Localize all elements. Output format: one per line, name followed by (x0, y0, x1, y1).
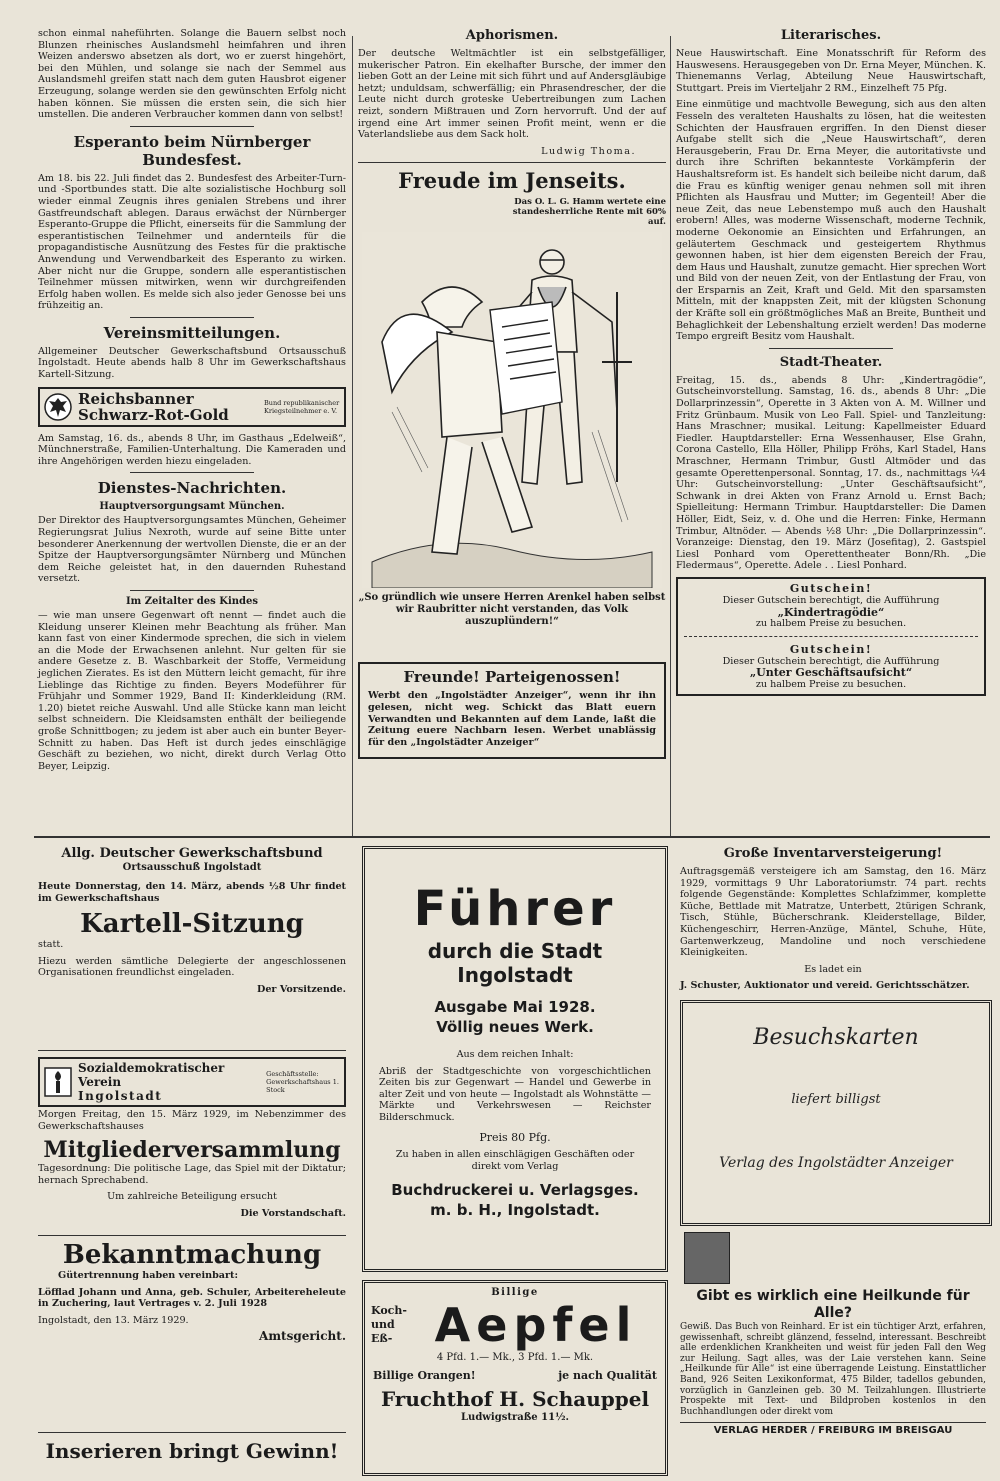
herder-text: Gewiß. Das Buch von Reinhard. Er ist ein tüchtiger Arzt, erfahren, gewissenhaft, schreibt glänzend, fesselnd, interessant. Beschreibt alle erdenklichen Krankheiten und weist für jeden Fall den Weg zur Heilung. Sagt alles, was der Laie verstehen kann. Seine „Heilkunde für Alle“ ist eine überragende Leistung. Einstattlicher Band, 926 Seiten Lexikonformat, 475 Bilder, tadellos gebunden, vorzüglich in Ganzleinen geb. 30 M. Teilzahlungen. Illustrierte Prospekte mit Text- und Bildproben kostenlos in den Buchhandlungen oder direkt vom (680, 1322, 986, 1417)
aepfel-orangen: Billige Orangen! (373, 1368, 476, 1382)
spd-line: Morgen Freitag, den 15. März 1929, im Nebenzimmer des Gewerkschaftshauses (38, 1109, 346, 1132)
fuehrer-edition: Ausgabe Mai 1928. (434, 998, 596, 1016)
inventar-signature: J. Schuster, Auktionator und vereid. Gerichtsschätzer. (680, 980, 970, 992)
adgb-line: Heute Donnerstag, den 14. März, abends ½8 Uhr findet im Gewerkschaftshaus (38, 881, 346, 904)
reichsbanner-colors: Schwarz-Rot-Gold (78, 405, 229, 424)
spd-ad (38, 1050, 346, 1225)
herder-footer: VERLAG HERDER / FREIBURG IM BREISGAU (680, 1422, 986, 1436)
aphorismen-author: Ludwig Thoma. (541, 145, 636, 157)
column-rule (670, 36, 671, 836)
reichsbanner-text: Am Samstag, 16. ds., abends 8 Uhr, im Gasthaus „Edelweiß“, Münchnerstraße, Familien-Unterhaltung. Die Kameraden und ihre Angehörigen werden hiezu eingeladen. (38, 432, 346, 467)
vereins-heading: Vereinsmitteilungen. (103, 323, 281, 342)
aepfel-shop: Fruchthof H. Schauppel (380, 1386, 650, 1411)
bekanntmachung-line: Löfflad Johann und Anna, geb. Schuler, Arbeitereheleute in Zuchering, laut Vertrages v. 2. Juli 1928 (38, 1286, 346, 1310)
eagle-icon (44, 392, 72, 422)
literarisches-text-2: Eine einmütige und machtvolle Bewegung, sich aus den alten Fesseln des veralteten Haushalts zu lösen, hat die weitesten Schichten der Hausfrauen ergriffen. In den Dienst dieser Aufgabe stellt sich die „Neue Hauswirtschaft“, deren Herausgeberin, Frau Dr. Erna Meyer, die autoritativste und durch ihre Schriften bekannteste Vorkämpferin der Haushaltsreform ist. Es handelt sich beileibe nicht darum, daß die Frau es künftig weniger genau nehmen soll mit ihren Pflichten als Hausfrau und Mutter; im Gegenteil! Aber die neue Zeit, das neue Lebenstempo muß auch den Haushalt erobern! Alles, was moderne Wissenschaft, moderne Technik, moderne Oekonomie an Einsichten und Erfahrungen, an geläutertem Geschmack und gesteigertem Rhythmus gewonnen haben, ist hier dem eigensten Bereich der Frau, dem Haus und Haushalt, zunutze gemacht. Hier sprechen Wort und Bild von der neuen Zeit, von der Entlastung der Frau, von der Ersparnis an Zeit, Kraft und Geld. Mit den sparsamsten Mitteln, mit der knappsten Zeit, mit der klügsten Schonung der Kräfte soll ein größtmögliches Maß an Breite, Buntheit und Behaglichkeit der Lebenshaltung erzielt werden! Das moderne Tempo ergreift Besitz vom Haushalt. (676, 99, 986, 343)
bekanntmachung-ad (38, 1235, 346, 1348)
adgb-big: Kartell-Sitzung (80, 909, 304, 940)
fuehrer-ad (362, 846, 668, 1272)
spd-banner-city: Ingolstadt (78, 1089, 163, 1103)
fuehrer-publisher: Buchdruckerei u. Verlagsges. (391, 1181, 639, 1200)
theater-text: Freitag, 15. ds., abends 8 Uhr: „Kindertragödie“, Gutscheinvorstellung. Samstag, 16. ds., abends 8 Uhr: „Die Dollarprinzessin“, Operette in 3 Akten von A. M. Willner und Fritz Grünbaum. Musik von Leo Fall. Spiel- und Tanzleitung: Hans Mraschner; musikal. Leitung: Kapellmeister Eduard Fiedler. Hauptdarsteller: Erna Wessenhauser, Else Grahn, Corona Castello, Ella Höller, Philipp Fröhs, Karl Stadel, Hans Mraschner, Hermann Trimbur, Gustl Altmöder und das gesamte Operettenpersonal. Sonntag, 17. ds., nachmittags ¼4 Uhr: Gutscheinvorstellung: „Unter Geschäftsaufsicht“, Schwank in drei Akten von Franz Arnold u. Ernst Bach; Spielleitung: Hermann Trimbur. Hauptdarsteller: Die Damen Höller, Eidt, Seiz, v. d. Ohe und die Herren: Finke, Hermann Trimbur, Altnöder. — Abends ½8 Uhr: „Die Dollarprinzessin“. Voranzeige: Dienstag, den 19. März (Josefitag), 2. Gastspiel Liesl Ponhard vom Operettentheater Bonn/Rh. „Die Fledermaus“, Operette. Adele . . Liesl Ponhard. (676, 374, 986, 572)
fuehrer-buy: Zu haben in allen einschlägigen Geschäften oder direkt vom Verlag (395, 1149, 635, 1172)
spd-signature: Die Vorstandschaft. (240, 1207, 346, 1219)
besuchskarten-mid: liefert billigst (791, 1092, 881, 1107)
besuchskarten-ad (680, 1000, 992, 1226)
kind-heading: Im Zeitalter des Kindes (125, 596, 259, 607)
aepfel-big: Aepfel (434, 1298, 638, 1352)
coupon-line: Dieser Gutschein berechtigt, die Aufführung (722, 594, 940, 606)
intro-text: schon einmal naheführten. Solange die Bauern selbst noch Blunzen rheinisches Auslandsmehl heimfahren und ihren Weizen anderswo absetzen als dort, wo er zuerst hingehört, bei den Mühlen, und solange sie nach der Semmel aus Auslandsmehl greifen statt nach dem guten Hausbrot eigener Erzeugung, solange werden sie den gewünschten Erfolg nicht haben können. Sie müssen die ersten sein, die sich hier umstellen. Die anderen Verbraucher kommen dann von selbst! (38, 28, 346, 121)
adgb-title: Allg. Deutscher Gewerkschaftsbund (61, 846, 323, 861)
column-rule (352, 36, 353, 836)
kind-text: — wie man unsere Gegenwart oft nennt — findet auch die Kleidung unserer Kleinen mehr Beachtung als früher. Man kann fast von einer Kindermode sprechen, die sich in vielem an die Mode der Erwachsenen anlehnt. Nur gelten für sie andere Gesetze z. B. Waschbarkeit der Stoffe, Vermeidung jeglichen Zierates. Es ist den Müttern leicht gemacht, für ihre Lieblinge das Richtige zu finden. Beyers Modeführer für Frühjahr und Sommer 1929, Band II: Kinderkleidung (RM. 1.20) bietet reiche Auswahl. Und alle Stücke kann man leicht selbst schneidern. Die Kleidsamsten enthält der beiliegende große Schnittbogen; zu jedem ist aber auch ein bunter Beyer-Schnitt zu haben. Das Heft ist durch jedes einschlägige Geschäft zu beziehen, wo nicht, direkt durch Verlag Otto Beyer, Leipzig. (38, 610, 346, 772)
reichsbanner-name: Reichsbanner (78, 389, 194, 408)
cartoon-caption: „So gründlich wie unsere Herren Arenkel haben selbst wir Raubritter nicht verstanden, das Volk auszuplündern!“ (358, 592, 666, 628)
reichsbanner-logo (38, 387, 346, 427)
esperanto-text: Am 18. bis 22. Juli findet das 2. Bundesfest des Arbeiter-Turn- und -Sportbundes statt. Die alte sozialistische Hochburg soll wieder einmal Zeugnis ihres genialen Strebens und ihrer Gastfreundschaft ablegen. Daraus erwächst der Nürnberger Esperanto-Gruppe die Pflicht, einerseits für die Sammlung der esperantistischen Teilnehmer und andernteils für die propagandistische Ausnützung des Festes für die praktische Anwendung und Verwendbarkeit des Esperanto zu wirken. Aber nicht nur die Gruppe, sondern alle esperantistischen Teilnehmer müssen mitwirken, wenn wir durchgreifenden Erfolg haben wollen. Es melde sich also jeder Genosse bei uns frühzeitig an. (38, 172, 346, 312)
column-middle (358, 28, 666, 763)
aepfel-address: Ludwigstraße 11½. (461, 1411, 569, 1423)
fuehrer-big: Führer (413, 881, 617, 937)
separator (130, 317, 253, 318)
separator (130, 590, 253, 591)
aphorismen-heading: Aphorismen. (465, 28, 559, 43)
dienst-text: Der Direktor des Hauptversorgungsamtes München, Geheimer Regierungsrat Julius Nexroth, wurde auf seine Bitte unter besonderer Anerkennung der wertvollen Dienste, die er an der Spitze der Hauptversorgungsämter Nürnberg und München dem Reiche geleistet hat, in den dauernden Ruhestand versetzt. (38, 515, 346, 585)
coupon-box (676, 577, 986, 696)
cartoon-subtitle: Das O. L. G. Hamm wertete eine standesherrliche Rente mit 60% auf. (512, 197, 666, 228)
column-left (38, 28, 346, 777)
literarisches-heading: Literarisches. (780, 28, 882, 43)
spd-banner-name: Sozialdemokratischer Verein (78, 1061, 225, 1089)
adgb-subtitle: Ortsausschuß Ingolstadt (122, 862, 262, 873)
fuehrer-publisher: m. b. H., Ingolstadt. (430, 1201, 600, 1220)
coupon-divider (684, 636, 978, 637)
aphorismen-text: Der deutsche Weltmächtler ist ein selbstgefälliger, mukerischer Patron. Ein ekelhafter Bursche, der immer den lieben Gott an der Leine mit sich führt und auf Andersgläubige hetzt; unduldsam, schwerfällig; ein Phrasendrescher, der die Leute nicht durch groteske Uebertreibungen zum Lachen reizt, sondern Mißtrauen und Zorn hervorruft. Und der auf irgend eine Art immer seinen Profit meint, wenn er die Vaterlandsliebe aus dem Sack holt. (358, 48, 666, 141)
aepfel-qualitaet: je nach Qualität (558, 1368, 657, 1382)
vereins-text: Allgemeiner Deutscher Gewerkschaftsbund Ortsausschuß Ingolstadt. Heute abends halb 8 Uhr im Gewerkschaftshaus Kartell-Sitzung. (38, 345, 346, 381)
separator (769, 348, 893, 349)
spd-line: Um zahlreiche Beteiligung ersucht (107, 1191, 277, 1203)
adgb-ad (38, 846, 346, 1001)
coupon-heading: Gutschein! (789, 581, 873, 595)
inserieren-text: Inserieren bringt Gewinn! (45, 1439, 339, 1463)
coupon-play: „Kindertragödie“ (777, 605, 885, 619)
spd-line: Tagesordnung: Die politische Lage, das Spiel mit der Diktatur; hernach Sprechabend. (38, 1163, 346, 1186)
spd-big: Mitgliederversammlung (43, 1137, 341, 1164)
separator (130, 126, 253, 127)
coupon-play: „Unter Geschäftsaufsicht“ (749, 666, 913, 680)
dienst-heading: Dienstes-Nachrichten. (97, 479, 287, 498)
bekanntmachung-line: Gütertrennung haben vereinbart: (58, 1270, 239, 1281)
aepfel-billige: Billige (491, 1287, 539, 1298)
dienst-subheading: Hauptversorgungsamt München. (99, 501, 285, 513)
cartoon-illustration (362, 232, 662, 588)
coupon-heading: Gutschein! (789, 642, 873, 656)
inserieren-ad (38, 1432, 346, 1463)
aepfel-koch: Koch- und Eß- (371, 1304, 407, 1345)
freunde-text: Werbt den „Ingolstädter Anzeiger“, wenn ihr ihn gelesen, nicht weg. Schickt das Blatt euern Verwandten und Bekannten auf dem Lande, laßt die Zeitung euere Nachbarn lesen. Werbet unablässig für den „Ingolstädter Anzeiger“ (368, 690, 656, 748)
besuchskarten-title: Besuchskarten (753, 1025, 919, 1050)
section-rule (34, 836, 990, 838)
aepfel-price: 4 Pfd. 1.— Mk., 3 Pfd. 1.— Mk. (436, 1352, 594, 1363)
coupon-line: Dieser Gutschein berechtigt, die Aufführung (722, 655, 940, 667)
freunde-box (358, 662, 666, 759)
fuehrer-price: Preis 80 Pfg. (479, 1130, 551, 1144)
spd-banner-subtitle: Geschäftsstelle: Gewerkschaftshaus 1. Stock (266, 1070, 339, 1094)
torch-icon (44, 1067, 72, 1097)
cartoon-heading: Freude im Jenseits. (398, 168, 626, 194)
adgb-line: Hiezu werden sämtliche Delegierte der angeschlossenen Organisationen freundlichst eingeladen. (38, 955, 346, 979)
bekanntmachung-big: Bekanntmachung (62, 1240, 322, 1270)
portrait-image (684, 1232, 730, 1284)
bekanntmachung-signature: Amtsgericht. (259, 1329, 346, 1344)
bekanntmachung-line: Ingolstadt, den 13. März 1929. (38, 1314, 189, 1326)
fuehrer-line: durch die Stadt (427, 939, 603, 963)
adgb-line: statt. (38, 939, 64, 951)
adgb-signature: Der Vorsitzende. (257, 983, 346, 995)
fuehrer-inhalt: Aus dem reichen Inhalt: (456, 1049, 574, 1060)
fuehrer-new: Völlig neues Werk. (436, 1018, 594, 1036)
inventar-title: Große Inventarversteigerung! (723, 846, 943, 861)
reichsbanner-subtitle: Bund republikanischer Kriegsteilnehmer e. V. (264, 398, 340, 415)
aepfel-ad (362, 1280, 668, 1476)
fuehrer-text: Abriß der Stadtgeschichte von vorgeschichtlichen Zeiten bis zur Gegenwart — Handel und Gewerbe in alter Zeit und von heute — Ingolstadt als Wohnstätte — Märkte und Verkehrswesen — Reichster Bilderschmuck. (379, 1065, 651, 1123)
separator (358, 162, 666, 163)
esperanto-heading: Esperanto beim Nürnberger Bundesfest. (73, 132, 311, 169)
herder-ad (680, 1230, 986, 1436)
fuehrer-city: Ingolstadt (457, 963, 573, 987)
freunde-heading: Freunde! Parteigenossen! (403, 668, 621, 687)
inventar-text: Auftragsgemäß versteigere ich am Samstag, den 16. März 1929, vormittags 9 Uhr Laboratoriumstr. 74 part. rechts folgende Gegenstände: Komplettes Schlafzimmer, komplette Küche, Bettlade mit Matratze, Unterbett, 2türigen Schrank, Tisch, Stühle, Bücherschrank. Kleiderstellage, Bilder, Küchengeschirr, Herren-Anzüge, Mäntel, Schuhe, Hüte, Gartenwerkzeug, Mandoline und noch verschiedene Kleinigkeiten. (680, 866, 986, 959)
literarisches-text-1: Neue Hauswirtschaft. Eine Monatsschrift für Reform des Hauswesens. Herausgegeben von Dr. Erna Meyer, München. K. Thienemanns Verlag, Abteilung Neue Hauswirtschaft, Stuttgart. Preis im Vierteljahr 2 RM., Einzelheft 75 Pfg. (676, 48, 986, 94)
inventar-ad (680, 846, 986, 997)
theater-heading: Stadt-Theater. (779, 354, 883, 370)
herder-title: Gibt es wirklich eine Heilkunde für Alle? (696, 1288, 970, 1321)
inventar-invite: Es ladet ein (804, 963, 862, 975)
spd-banner (38, 1057, 346, 1107)
besuchskarten-publisher: Verlag des Ingolstädter Anzeiger (719, 1155, 953, 1171)
separator (130, 472, 253, 473)
coupon-line: zu halbem Preise zu besuchen. (755, 618, 907, 630)
column-right (676, 28, 986, 700)
coupon-line: zu halbem Preise zu besuchen. (755, 678, 907, 690)
